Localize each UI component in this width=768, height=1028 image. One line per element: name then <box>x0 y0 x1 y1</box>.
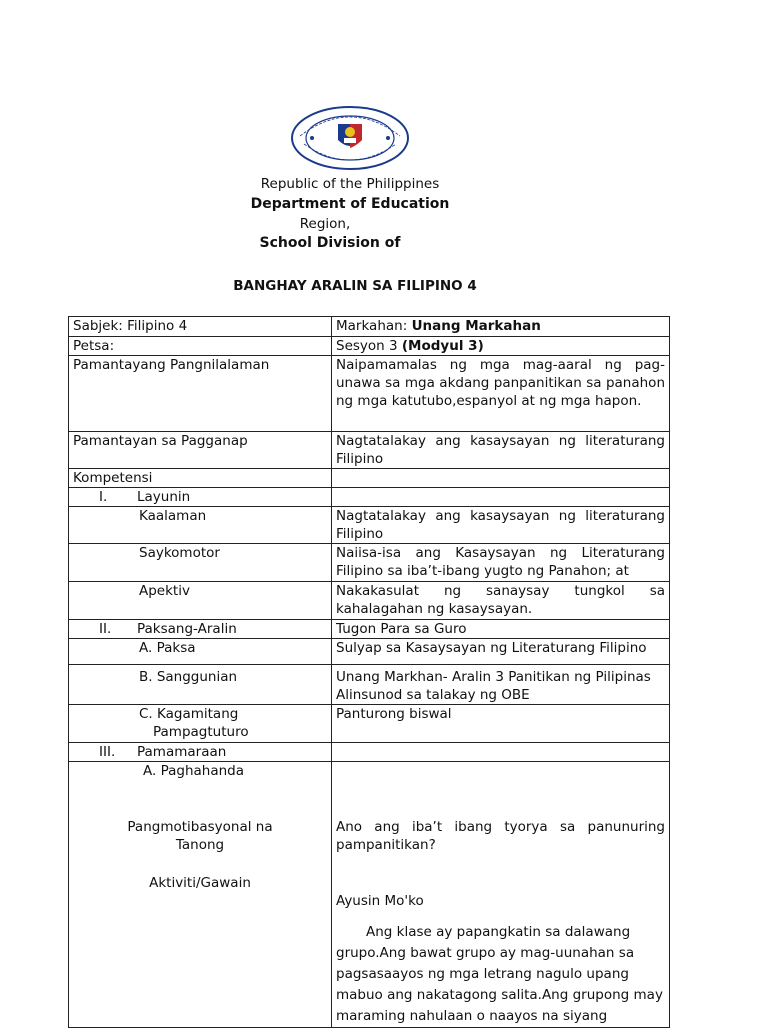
pangmotibasyonal-line-2: Tanong <box>175 837 225 853</box>
sesyon-label: Sesyon 3 <box>336 338 402 354</box>
sanggunian-line-1: Unang Markhan- Aralin 3 Panitikan ng Pilipinas <box>336 669 651 685</box>
paksang-label: Paksang-Aralin <box>137 621 237 637</box>
row-saykomotor: Saykomotor <box>69 544 332 582</box>
paghahanda-value <box>332 762 670 1028</box>
layunin-value <box>332 488 670 507</box>
row-layunin <box>69 488 332 507</box>
header-republic: Republic of the Philippines <box>260 176 440 192</box>
row-petsa: Petsa: <box>69 337 332 356</box>
kagamitang-line-2: Pampagtuturo <box>153 724 249 740</box>
row-paksang-aralin <box>69 620 332 639</box>
row-sesyon <box>332 337 670 356</box>
aktiviti-paragraph: Ang klase ay papangkatin sa dalawang grupo.Ang bawat grupo ay mag-uunahan sa pagsasaayos ng mga letrang nagulo upang mabuo ang nakatagong salita.Ang grupong may maraming nahulaan o naayos na siyang <box>336 924 663 1024</box>
kaalaman-value: Nagtatalakay ang kasaysayan ng literaturang Filipino <box>332 507 670 544</box>
paksa-value: Sulyap sa Kasaysayan ng Literaturang Filipino <box>332 639 670 665</box>
pangmotibasyonal-line-1: Pangmotibasyonal na <box>127 819 273 835</box>
header-region: Region, <box>299 216 351 232</box>
pamantayang-value: Naipamamalas ng mga mag-aaral ng pag-unawa sa mga akdang panpanitikan sa panahon ng mga katutubo,espanyol at ng mga hapon. <box>332 356 670 432</box>
row-kagamitang <box>69 705 332 743</box>
row-pagganap: Pamantayan sa Pagganap <box>69 432 332 469</box>
lesson-plan-table <box>68 316 670 1028</box>
deped-seal-logo <box>290 106 410 170</box>
document-title: BANGHAY ARALIN SA FILIPINO 4 <box>233 278 477 294</box>
row-sanggunian: B. Sanggunian <box>69 665 332 705</box>
markahan-value: Unang Markahan <box>411 318 541 334</box>
kagamitang-line-1: C. Kagamitang <box>139 706 239 722</box>
kagamitang-value: Panturong biswal <box>332 705 670 743</box>
row-paksa: A. Paksa <box>69 639 332 665</box>
apektiv-value: Nakakasulat ng sanaysay tungkol sa kahalagahan ng kasaysayan. <box>332 582 670 620</box>
row-pamamaraan <box>69 743 332 762</box>
paksang-value: Tugon Para sa Guro <box>332 620 670 639</box>
sanggunian-line-2: Alinsunod sa talakay ng OBE <box>336 687 530 703</box>
row-kaalaman: Kaalaman <box>69 507 332 544</box>
pagganap-value: Nagtatalakay ang kasaysayan ng literaturang Filipino <box>332 432 670 469</box>
row-kompetensi: Kompetensi <box>69 469 332 488</box>
saykomotor-value: Naiisa-isa ang Kasaysayan ng Literaturang Filipino sa iba’t-ibang yugto ng Panahon; at <box>332 544 670 582</box>
layunin-number: I. <box>99 489 108 505</box>
header-division: School Division of <box>259 235 401 251</box>
row-paghahanda <box>69 762 332 1028</box>
pangmotibasyonal-value: Ano ang iba’t ibang tyorya sa panunuring pampanitikan? <box>336 819 665 853</box>
paghahanda-label: A. Paghahanda <box>143 763 245 779</box>
pamamaraan-value <box>332 743 670 762</box>
sanggunian-value <box>332 665 670 705</box>
pamamaraan-number: III. <box>99 744 116 760</box>
row-markahan <box>332 317 670 337</box>
pamamaraan-label: Pamamaraan <box>137 744 227 760</box>
layunin-label: Layunin <box>137 489 191 505</box>
aktiviti-value: Ayusin Mo'ko <box>336 893 424 909</box>
row-pamantayang: Pamantayang Pangnilalaman <box>69 356 332 432</box>
kompetensi-value <box>332 469 670 488</box>
aktiviti-label: Aktiviti/Gawain <box>149 875 251 891</box>
row-apektiv: Apektiv <box>69 582 332 620</box>
header-department: Department of Education <box>250 196 450 212</box>
markahan-label: Markahan: <box>336 318 412 334</box>
sesyon-value: (Modyul 3) <box>401 338 484 354</box>
row-sabjek: Sabjek: Filipino 4 <box>69 317 332 337</box>
paksang-number: II. <box>99 621 112 637</box>
